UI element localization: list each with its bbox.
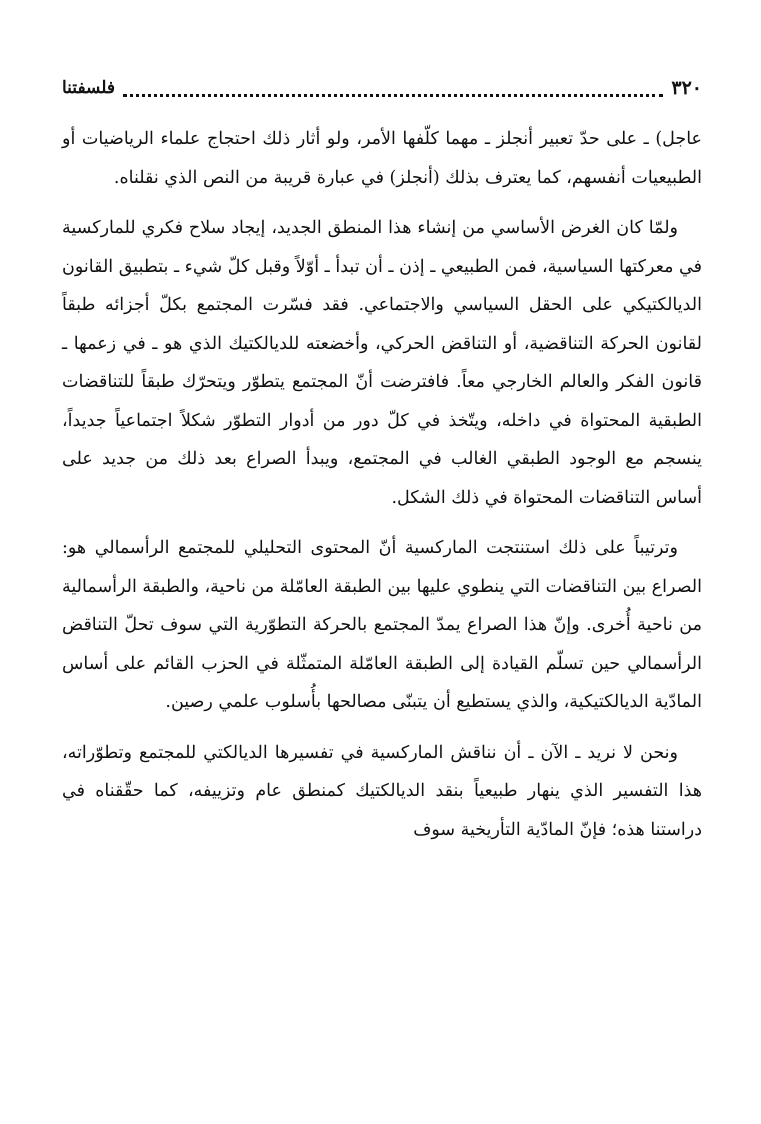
paragraph-1: عاجل) ـ على حدّ تعبير أنجلز ـ مهما كلّفها الأمر، ولو أثار ذلك احتجاج علماء الرياضيات أو الطبيعيات أنفسهم، كما يعترف بذلك (أنجلز) في عبارة قريبة من النص الذي نقلناه. — [62, 129, 702, 188]
header-leader-dots — [123, 80, 663, 97]
page-header — [62, 70, 702, 106]
paragraph-3: وترتيباً على ذلك استنتجت الماركسية أنّ المحتوى التحليلي للمجتمع الرأسمالي هو: الصراع بين التناقضات التي ينطوي عليها بين الطبقة العامّلة من ناحية، والطبقة الرأسمالية من ناحية أُخرى. وإنّ هذا الصراع يمدّ المجتمع بالحركة التطوّرية التي سوف تحلّ التناقض الرأسمالي حين تسلّم القيادة إلى الطبقة العامّلة المتمثّلة في الحزب القائم على أساس المادّية الديالكتيكية، والذي يستطيع أن يتبنّى مصالحها بأُسلوب علمي رصين. — [62, 538, 702, 712]
running-title: فلسفتنا — [62, 78, 115, 98]
paragraph-4: ونحن لا نريد ـ الآن ـ أن نناقش الماركسية في تفسيرها الديالكتي للمجتمع وتطوّراته، هذا التفسير الذي ينهار طبيعياً بنقد الديالكتيك كمنطق عام وتزييفه، كما حقّقناه في دراستنا هذه؛ فإنّ المادّية التأريخية سوف — [62, 742, 702, 840]
paragraph-2: ولمّا كان الغرض الأساسي من إنشاء هذا المنطق الجديد، إيجاد سلاح فكري للماركسية في معركتها السياسية، فمن الطبيعي ـ إذن ـ أن تبدأ ـ أوّلاً وقبل كلّ شيء ـ بتطبيق القانون الديالكتيكي على الحقل السياسي والاجتماعي. فقد فسّرت المجتمع بكلّ أجزائه طبقاً لقانون الحركة التناقضية، أو التناقض الحركي، وأخضعته للديالكتيك الذي هو ـ في زعمها ـ قانون الفكر والعالم الخارجي معاً. فافترضت أنّ المجتمع يتطوّر ويتحرّك طبقاً للتناقضات الطبقية المحتواة في داخله، ويتّخذ في كلّ دور من أدوار التطوّر شكلاً اجتماعياً جديداً، ينسجم مع الوجود الطبقي الغالب في المجتمع، ويبدأ الصراع بعد ذلك من جديد على أساس التناقضات المحتواة في ذلك الشكل. — [62, 218, 702, 508]
book-page — [62, 70, 702, 861]
page-number: ٣٢٠ — [671, 77, 702, 99]
page-body — [62, 120, 702, 849]
